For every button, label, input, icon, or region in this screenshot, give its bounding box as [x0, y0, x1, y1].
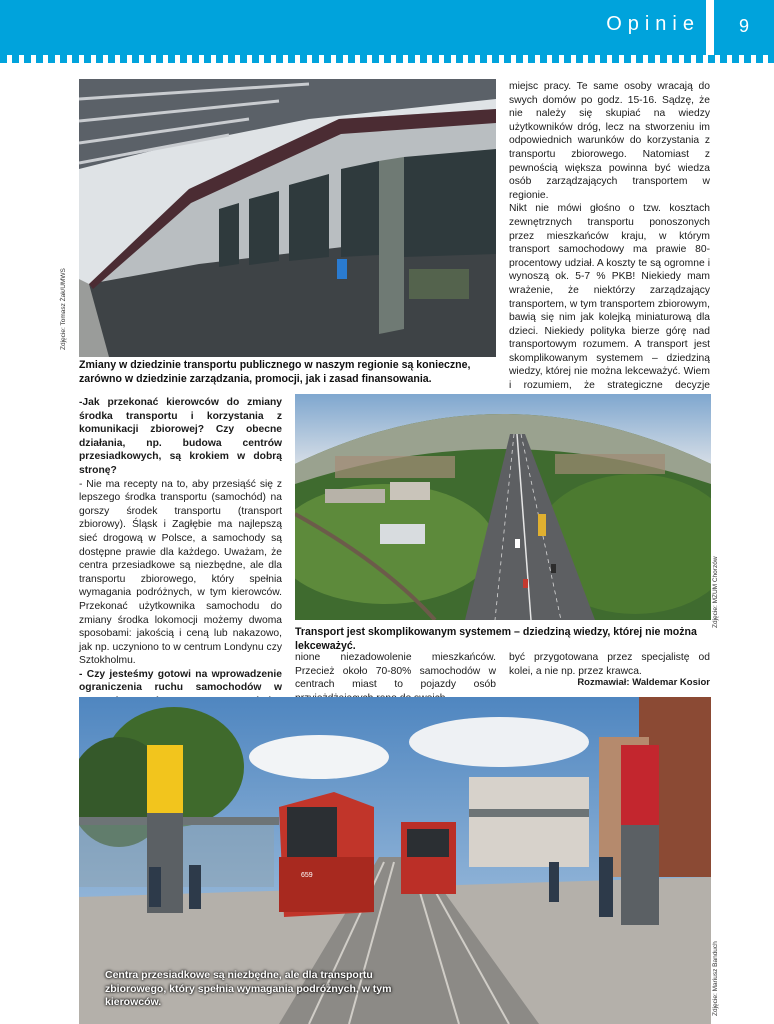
photo3-credit: Zdjęcie: Mariusz Banduch [712, 941, 719, 1016]
interview-question: - Czy jesteśmy gotowi na wprowadzenie ograniczenia ruchu samochodów w [79, 668, 282, 694]
train-photo [79, 79, 496, 357]
section-title: Opinie [606, 13, 700, 35]
paragraph: miejsc pracy. Te same osoby wracają do swych domów po godz. 15-16. Sądzę, że nie należy się skupiać na wiedzy użytkowników dróg, lecz na stworzeniu im odpowiednich warunków do korzystania z transportu zbiorowego. Natomiast z pewnością większa powinna być wiedza osób zarządzających transportem w regionie. [509, 81, 710, 201]
tram-station-photo [79, 697, 711, 1024]
paragraph: nione niezadowolenie mieszkańców. Przecież około 70-80% samochodów w centrach miast to pojazdy osób [295, 652, 496, 691]
photo3-caption: Centra przesiadkowe są niezbędne, ale dla transportu zbiorowego, który spełnia wymagania podróżnych, w tym kierowców. [105, 969, 392, 1008]
header-dashed-border [0, 55, 774, 63]
right-column-bottom-text [509, 651, 710, 678]
tram-number: 659 [301, 872, 313, 879]
paragraph: być przygotowana przez specjalistę od kolei, a nie np. przez krawca. [509, 652, 710, 677]
page-header [0, 0, 774, 58]
paragraph: Nikt nie mówi głośno o tzw. kosztach zewnętrznych transportu ponoszonych przez mieszkańców kraju, w którym transport samochodowy ma prawie 80-procentowy udział. A koszty te są ogromne i wynoszą ok. 5-7 % PKB! Niekiedy mam wrażenie, że niektórzy zarządzający transportem, w tym transportem zbiorowym, bawią się nim jak kolejką miniaturową dla dzieci. Niekiedy polityka bierze górę nad transportowym rozumem. A transport jest skomplikowanym systemem – dziedziną wiedzy, której nie można lekceważyć. Wiem i rozumiem, że strategiczne decyzje [509, 203, 710, 392]
aerial-road-photo [295, 394, 711, 620]
interview-question: -Jak przekonać kierowców do zmiany środka transportu i korzystania z komunikacji zbiorowej? Czy obecne działania, np. budowa centrów przesiadkowych, są krokiem w dobrą stronę? [79, 397, 282, 476]
photo2-caption: Transport jest skomplikowanym systemem – dziedziną wiedzy, której nie można lekceważyć. [295, 626, 697, 652]
interview-answer: - Nie ma recepty na to, aby przesiąść się z lepszego środka transportu (samochód) na gorszy środek transportu (transport zbiorowy). Śląsk i Zagłębie ma najlepszą sieć drogową w Polsce, a samochody są dostępne prawie dla każdego. Uważam, że centra przesiadkowe są niezbędne, ale dla transportu zbiorowego, który spełnia wymagania podróżnych, w tym kierowców. Przekonać użytkownika samochodu do zmiany środka lokomocji możemy dwoma sposobami: jakością i ceną lub nakazowo, jak np. uczyniono to w centrum Londynu czy Sztokholmu. [79, 478, 282, 667]
page-number: 9 [738, 15, 749, 36]
header-separator [706, 0, 714, 58]
photo1-caption: Zmiany w dziedzinie transportu publicznego w naszym regionie są konieczne, zarówno w dziedzinie zarządzania, promocji, jak i zasad finansowania. [79, 359, 471, 385]
photo1-credit: Zdjęcie: Tomasz Żak/UMWS [60, 268, 67, 350]
photo2-credit: Zdjęcie: MZUM Chorzów [712, 556, 719, 628]
interviewer-signature: Rozmawiał: Waldemar Kosior [577, 677, 710, 688]
